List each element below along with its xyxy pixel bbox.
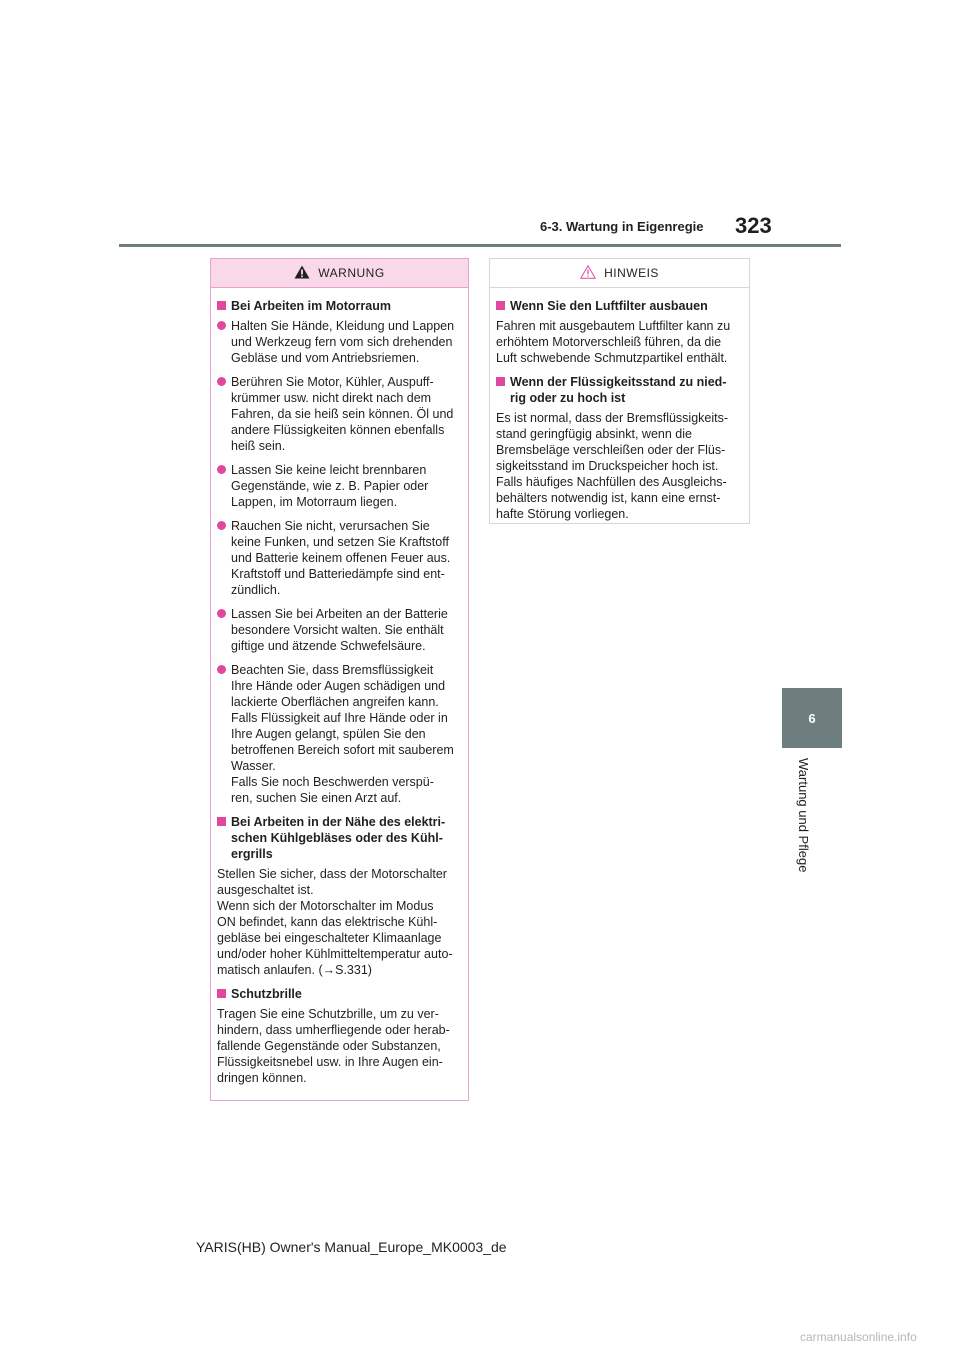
header-rule: [119, 244, 841, 247]
round-bullet-icon: [217, 609, 226, 618]
notice-body: [490, 288, 749, 536]
list-item: Beachten Sie, dass Bremsflüssigkeit Ihre Hände oder Augen schädigen und lackierte Oberflächen angreifen kann. Falls Flüssigkeit auf Ihre Hände oder in Ihre Augen gelangt, spülen Sie den betroffenen Bereich sofort mit sauberem Wasser. Falls Sie noch Beschwerden verspü- ren, suchen Sie einen Arzt auf.: [217, 662, 462, 806]
warning-paragraph-cooling-fan: Stellen Sie sicher, dass der Motorschalter ausgeschaltet ist. Wenn sich der Motorschalter im Modus ON befindet, kann das elektrische Kühl- gebläse bei eingeschalteter Klimaanlage und/oder hoher Kühlmitteltemperatur auto- matisch anlaufen. (→S.331): [217, 867, 453, 977]
warning-triangle-icon: [294, 265, 310, 282]
warning-title: WARNUNG: [318, 266, 385, 280]
page-number: 323: [735, 213, 772, 238]
round-bullet-icon: [217, 665, 226, 674]
warning-heading-goggles: Schutzbrille: [217, 986, 462, 1002]
chapter-number: 6: [808, 710, 816, 726]
round-bullet-icon: [217, 377, 226, 386]
warning-heading-engine-room: Bei Arbeiten im Motorraum: [217, 298, 462, 314]
chapter-tab[interactable]: [782, 688, 842, 748]
caution-triangle-icon: [580, 265, 596, 282]
warning-paragraph-goggles: Tragen Sie eine Schutzbrille, um zu ver- hindern, dass umherfliegende oder herab- fallende Gegenstände oder Substanzen, Flüssigkeitsnebel usw. in Ihre Augen ein- dringen können.: [217, 1007, 450, 1085]
notice-paragraph-air-filter: Fahren mit ausgebautem Luftfilter kann zu erhöhtem Motorverschleiß führen, da die Luft schwebende Schmutzpartikel enthält.: [496, 319, 731, 365]
notice-header: [490, 259, 749, 288]
list-item: Halten Sie Hände, Kleidung und Lappen und Werkzeug fern vom sich drehenden Gebläse und vom Antriebsriemen.: [217, 318, 462, 366]
notice-box: [489, 258, 750, 524]
list-item: Lassen Sie keine leicht brennbaren Gegenstände, wie z. B. Papier oder Lappen, im Motorraum liegen.: [217, 462, 462, 510]
list-item: Berühren Sie Motor, Kühler, Auspuff- krümmer usw. nicht direkt nach dem Fahren, da sie heiß sein können. Öl und andere Flüssigkeiten können ebenfalls heiß sein.: [217, 374, 462, 454]
watermark: carmanualsonline.info: [800, 1330, 917, 1344]
chapter-label: Wartung und Pflege: [796, 758, 811, 873]
square-bullet-icon: [496, 301, 505, 310]
warning-body: [211, 288, 468, 1100]
list-item: Rauchen Sie nicht, verursachen Sie keine Funken, und setzen Sie Kraftstoff und Batterie keinem offenen Feuer aus. Kraftstoff und Batteriedämpfe sind ent- zündlich.: [217, 518, 462, 598]
footer-manual-id: YARIS(HB) Owner's Manual_Europe_MK0003_de: [196, 1239, 507, 1255]
round-bullet-icon: [217, 465, 226, 474]
list-item: Lassen Sie bei Arbeiten an der Batterie besondere Vorsicht walten. Sie enthält giftige und ätzende Schwefelsäure.: [217, 606, 462, 654]
round-bullet-icon: [217, 321, 226, 330]
round-bullet-icon: [217, 521, 226, 530]
warning-header: [211, 259, 468, 288]
warning-heading-cooling-fan: Bei Arbeiten in der Nähe des elektri- schen Kühlgebläses oder des Kühl- ergrills: [217, 814, 462, 862]
square-bullet-icon: [217, 301, 226, 310]
square-bullet-icon: [217, 817, 226, 826]
warning-box: [210, 258, 469, 1101]
notice-title: HINWEIS: [604, 266, 659, 280]
notice-heading-air-filter: Wenn Sie den Luftfilter ausbauen: [496, 298, 743, 314]
square-bullet-icon: [496, 377, 505, 386]
square-bullet-icon: [217, 989, 226, 998]
notice-heading-fluid-level: Wenn der Flüssigkeitsstand zu nied- rig oder zu hoch ist: [496, 374, 743, 406]
notice-paragraph-fluid-level: Es ist normal, dass der Bremsflüssigkeits- stand geringfügig absinkt, wenn die Bremsbeläge verschleißen oder der Flüs- sigkeitsstand im Druckspeicher hoch ist. Falls häufiges Nachfüllen des Ausgleichs- behälters notwendig ist, kann eine ernst- hafte Störung vorliegen.: [496, 411, 729, 521]
section-title: 6-3. Wartung in Eigenregie: [540, 219, 704, 234]
